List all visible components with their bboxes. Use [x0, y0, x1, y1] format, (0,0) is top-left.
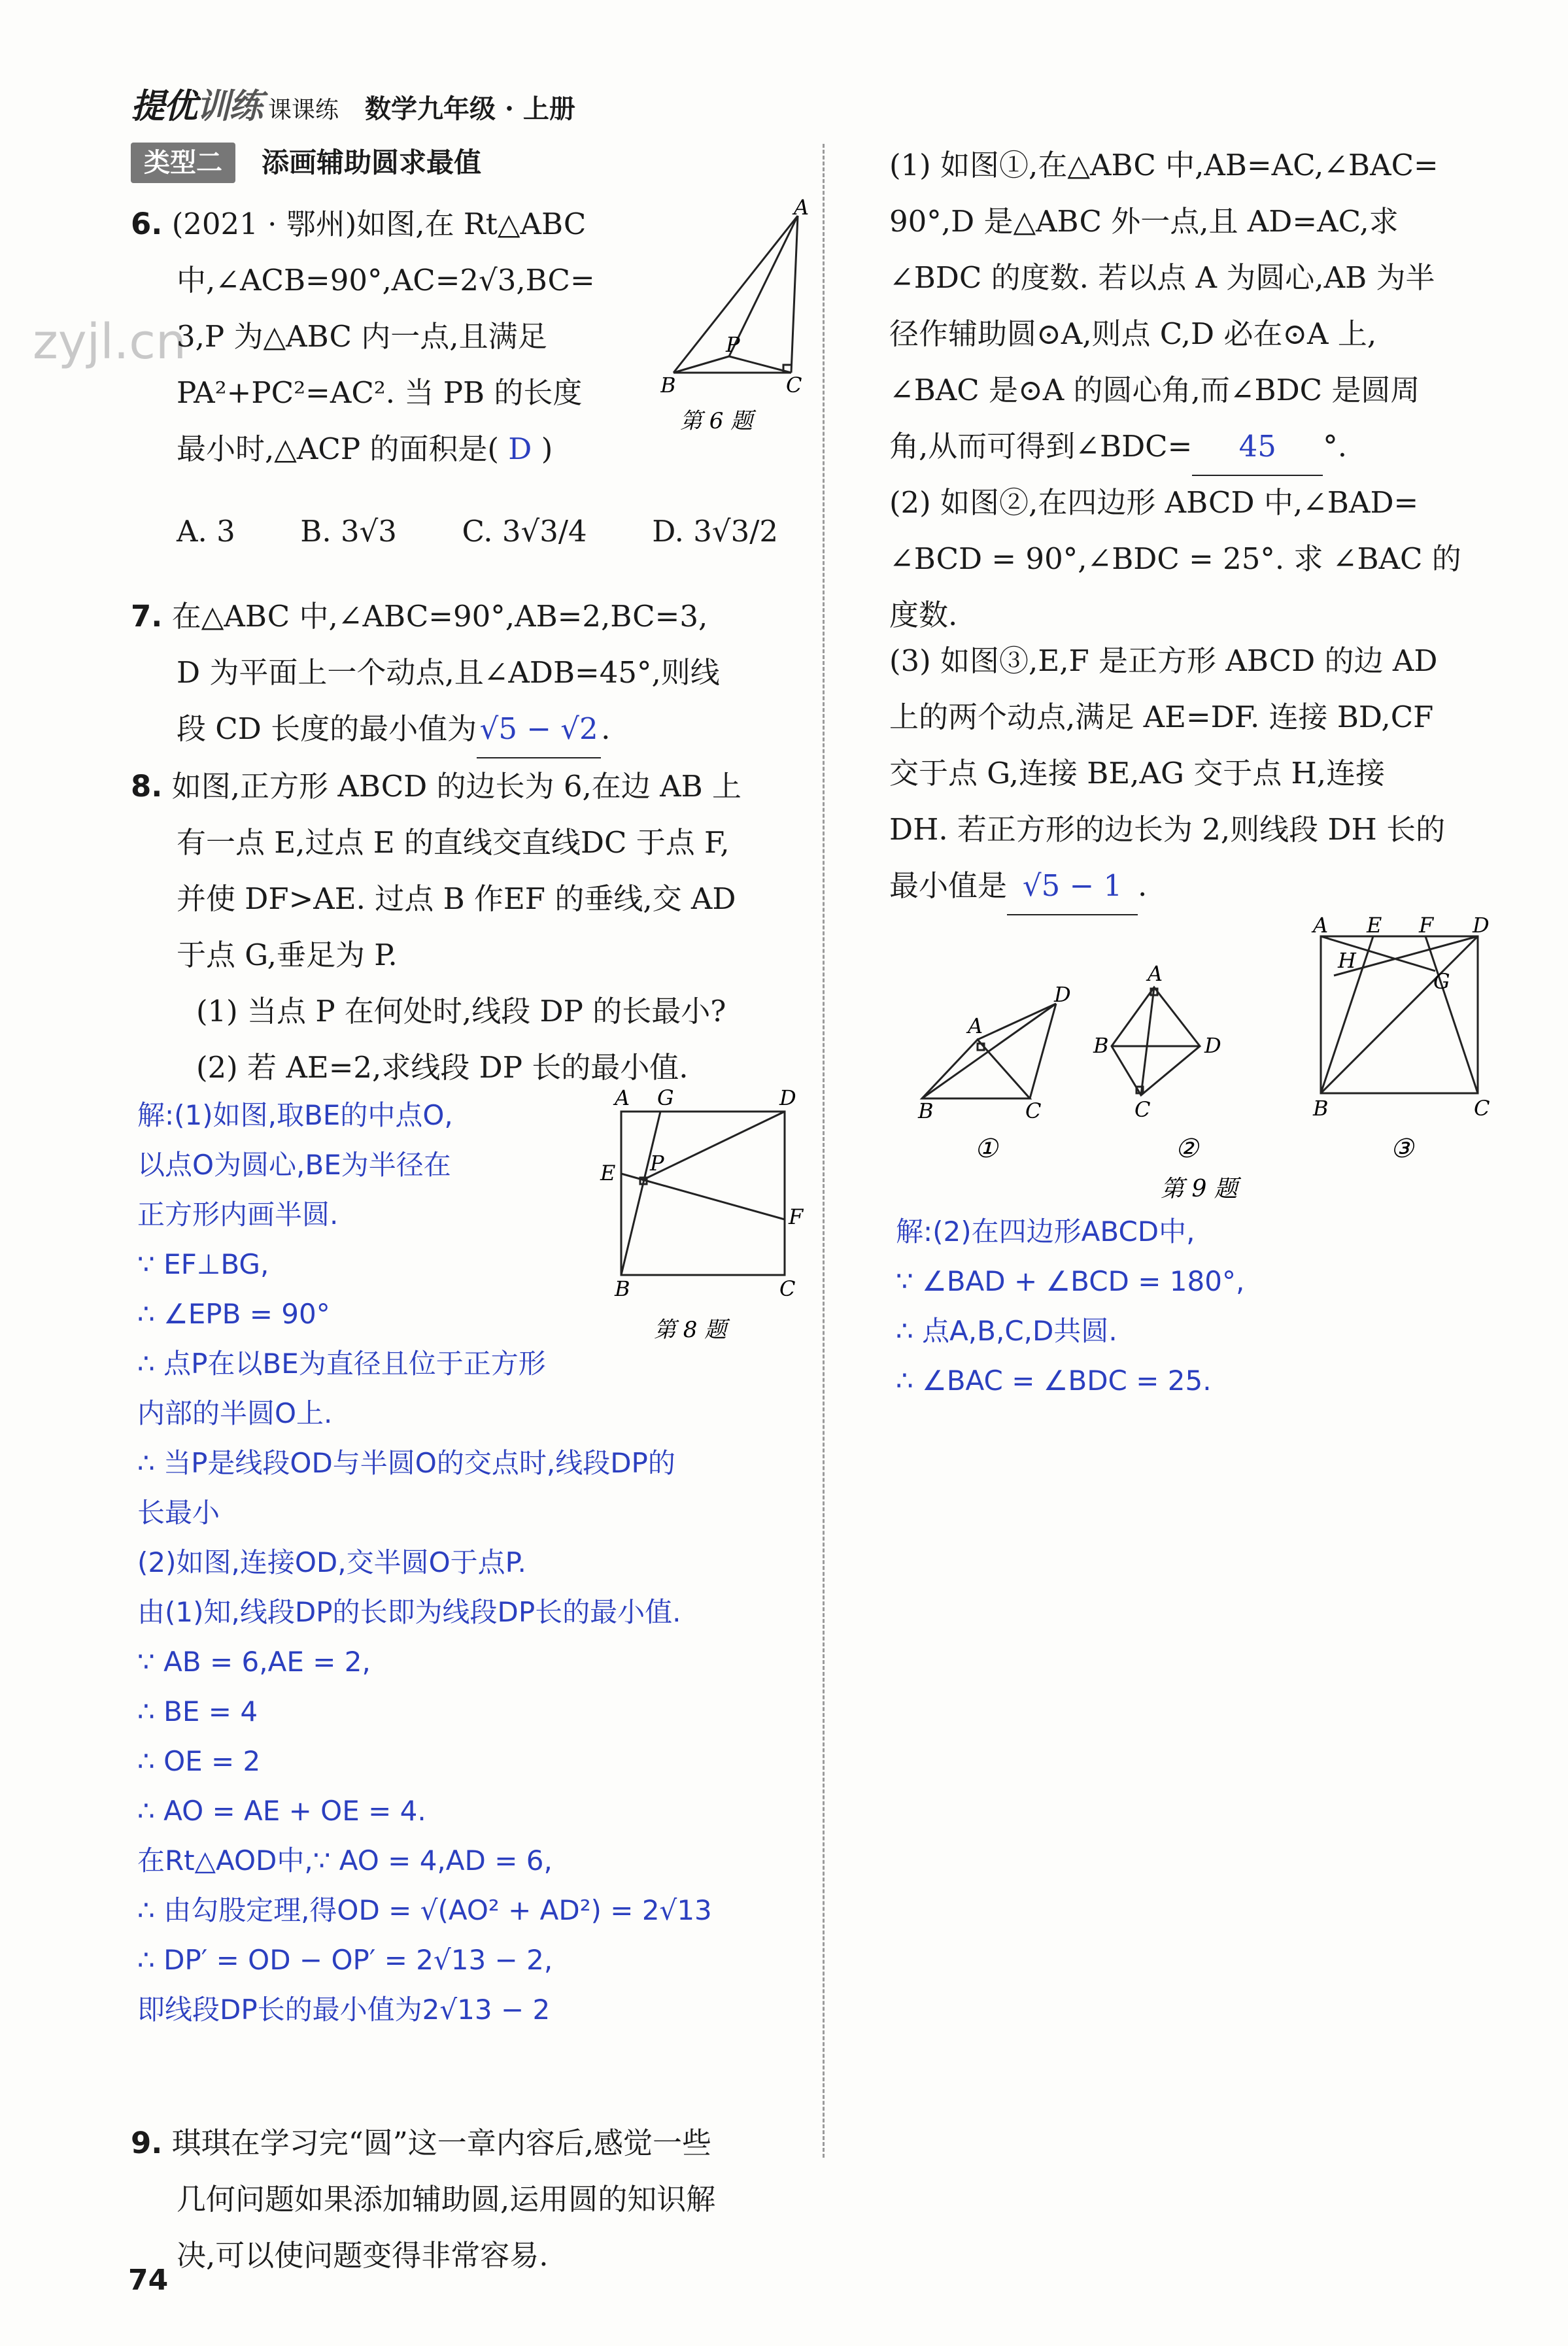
solution-line: ∴ DP′ = OD − OP′ = 2√13 − 2,: [137, 1944, 553, 1976]
fig8-label-g: G: [657, 1085, 674, 1110]
q9-line: 几何问题如果添加辅助圆,运用圆的知识解: [177, 2182, 716, 2217]
q9-line: 琪琪在学习完“圆”这一章内容后,感觉一些: [171, 2126, 712, 2160]
q8-sub2: (2) 若 AE=2,求线段 DP 长的最小值.: [196, 1050, 689, 1085]
header-sub: 课课练: [268, 97, 339, 124]
fig9-num-1: ①: [974, 1134, 998, 1164]
header-title: 数学九年级 · 上册: [365, 94, 575, 124]
column-divider: [823, 144, 825, 2158]
brand-logo: 提优训练: [131, 87, 262, 126]
fig9-num-2: ②: [1175, 1134, 1199, 1164]
solution-line: ∴ AO = AE + OE = 4.: [137, 1795, 426, 1827]
q9p1-line: 径作辅助圆⊙A,则点 C,D 必在⊙A 上,: [889, 316, 1377, 351]
q9p3-line: 最小值是: [889, 868, 1008, 903]
solution-line: 长最小: [137, 1497, 220, 1529]
q8-line: 并使 DF>AE. 过点 B 作EF 的垂线,交 AD: [177, 881, 736, 916]
question-7: [131, 588, 817, 758]
solution-line: ∵ AB = 6,AE = 2,: [137, 1646, 371, 1678]
solution-line: ∴ ∠BAC = ∠BDC = 25.: [896, 1365, 1212, 1397]
q9p3-line: (3) 如图③,E,F 是正方形 ABCD 的边 AD: [889, 643, 1438, 678]
fig9-2-label-b: B: [1093, 1033, 1109, 1058]
choice-b: B. 3√3: [300, 514, 397, 549]
fig9-1-label-d: D: [1054, 982, 1071, 1007]
fig9-3-label-h: H: [1338, 948, 1356, 973]
fig6-caption: 第 6 题: [680, 408, 753, 434]
question-number: 7.: [131, 599, 163, 634]
q8-line: 如图,正方形 ABCD 的边长为 6,在边 AB 上: [171, 769, 741, 804]
solution-line: 由(1)知,线段DP的长即为线段DP长的最小值.: [137, 1596, 681, 1628]
q8-line: 于点 G,垂足为 P.: [177, 938, 398, 972]
question-9: [131, 2115, 817, 2284]
q8-line: 有一点 E,过点 E 的直线交直线DC 于点 F,: [177, 825, 730, 860]
fig9-2-label-d: D: [1204, 1033, 1221, 1058]
question-number: 8.: [131, 769, 163, 804]
q9p3-line: 交于点 G,连接 BE,AG 交于点 H,连接: [889, 756, 1386, 790]
q7-suffix: .: [601, 711, 611, 746]
q6-answer: D: [508, 432, 532, 466]
question-number: 6.: [131, 207, 163, 241]
choice-d: D. 3√3/2: [652, 514, 778, 549]
figure-6: [660, 196, 817, 445]
solution-line: ∴ 当P是线段OD与半圆O的交点时,线段DP的: [137, 1447, 675, 1479]
question-6: [131, 196, 654, 477]
q9p2-line: 度数.: [889, 598, 958, 632]
fig9-1-label-c: C: [1025, 1098, 1042, 1123]
fig9-diagram-2: [1112, 987, 1200, 1095]
q9p3-suffix: .: [1138, 868, 1148, 903]
solution-line: ∴ 由勾股定理,得OD = √(AO² + AD²) = 2√13: [137, 1894, 712, 1926]
q6-line: (2021 · 鄂州)如图,在 Rt△ABC: [171, 207, 587, 241]
q9-part3: [889, 633, 1517, 915]
solution-line: ∴ OE = 2: [137, 1745, 261, 1777]
q8-sub1: (1) 当点 P 在何处时,线段 DP 的长最小?: [196, 994, 726, 1028]
solution-line: 解:(1)如图,取BE的中点O,: [137, 1099, 453, 1131]
q7-answer: √5 − √2: [477, 701, 601, 758]
q9p1-line: (1) 如图①,在△ABC 中,AB=AC,∠BAC=: [889, 148, 1439, 182]
section-title: 添画辅助圆求最值: [262, 146, 482, 178]
q9p1-line: ∠BAC 是⊙A 的圆心角,而∠BDC 是圆周: [889, 373, 1420, 407]
solution-line: ∵ ∠BAD + ∠BCD = 180°,: [896, 1265, 1245, 1297]
fig9-3-label-c: C: [1474, 1096, 1490, 1121]
fig9-3-label-e: E: [1367, 915, 1382, 938]
q9-part2: [889, 475, 1517, 643]
fig8-label-c: C: [779, 1276, 796, 1301]
fig8-label-f: F: [789, 1204, 804, 1229]
fig8-label-b: B: [615, 1276, 630, 1301]
q6-line: 中,∠ACB=90°,AC=2√3,BC=: [177, 263, 595, 298]
q7-line: 段 CD 长度的最小值为: [177, 711, 477, 746]
solution-line: 即线段DP长的最小值为2√13 − 2: [137, 1994, 551, 2026]
solution-line: ∴ 点P在以BE为直径且位于正方形: [137, 1348, 546, 1380]
fig6-label-p: P: [726, 332, 740, 357]
solution-line: 解:(2)在四边形ABCD中,: [896, 1216, 1195, 1248]
fig6-label-b: B: [660, 373, 676, 398]
fig9-caption: 第 9 题: [1161, 1176, 1238, 1202]
page-header: [131, 78, 575, 128]
fig9-3-label-d: D: [1473, 915, 1490, 938]
solution-line: (2)如图,连接OD,交半圆O于点P.: [137, 1546, 526, 1578]
fig9-diagram-1: [922, 1004, 1056, 1098]
q9p1-suffix: °.: [1323, 429, 1348, 464]
figure-9: [902, 915, 1504, 1203]
fig9-1-label-a: A: [968, 1013, 983, 1038]
q6-line: 最小时,△ACP 的面积是(: [177, 432, 499, 466]
q6-line: 3,P 为△ABC 内一点,且满足: [177, 319, 547, 354]
q6-choices: [177, 503, 778, 560]
fig6-label-a: A: [794, 196, 810, 220]
solution-line: ∵ EF⊥BG,: [137, 1248, 269, 1280]
watermark: zyjl.cn: [33, 314, 186, 370]
q9p1-answer: 45: [1192, 418, 1323, 476]
q9p1-line: 90°,D 是△ABC 外一点,且 AD=AC,求: [889, 204, 1399, 239]
page-number: 74: [128, 2264, 169, 2297]
q6-line: PA²+PC²=AC². 当 PB 的长度: [177, 375, 583, 410]
solution-line: 内部的半圆O上.: [137, 1397, 333, 1429]
fig9-3-label-f: F: [1419, 915, 1434, 938]
fig9-3-label-a: A: [1313, 915, 1329, 938]
fig9-num-3: ③: [1390, 1134, 1414, 1164]
figure-8: [588, 1085, 811, 1347]
fig9-3-label-g: G: [1433, 969, 1450, 994]
question-number: 9.: [131, 2126, 163, 2160]
q9p3-line: DH. 若正方形的边长为 2,则线段 DH 长的: [889, 812, 1446, 847]
solution-line: ∴ BE = 4: [137, 1695, 258, 1727]
q9-line: 决,可以使问题变得非常容易.: [177, 2238, 549, 2273]
fig8-label-p: P: [650, 1151, 664, 1176]
fig9-3-label-b: B: [1313, 1096, 1329, 1121]
q6-paren: ): [541, 432, 553, 466]
solution-line: 在Rt△AOD中,∵ AO = 4,AD = 6,: [137, 1844, 553, 1877]
solution-line: ∴ 点A,B,C,D共圆.: [896, 1315, 1117, 1347]
fig8-label-a: A: [615, 1085, 630, 1110]
section-label: 类型二: [131, 143, 235, 183]
fig8-label-d: D: [779, 1085, 796, 1110]
q9p1-line: ∠BDC 的度数. 若以点 A 为圆心,AB 为半: [889, 260, 1435, 295]
choice-c: C. 3√3/4: [462, 514, 587, 549]
q9p1-line: 角,从而可得到∠BDC=: [889, 429, 1193, 464]
fig9-2-label-c: C: [1134, 1097, 1151, 1122]
solution-line: 以点O为圆心,BE为半径在: [137, 1149, 451, 1181]
q9-part1: [889, 137, 1517, 476]
fig9-2-label-a: A: [1148, 961, 1163, 986]
q9-solution: [896, 1207, 1524, 1406]
fig8-label-e: E: [600, 1161, 616, 1185]
fig9-1-label-b: B: [918, 1098, 934, 1123]
fig6-label-c: C: [786, 373, 802, 398]
fig8-caption: 第 8 题: [654, 1317, 727, 1343]
q7-line: D 为平面上一个动点,且∠ADB=45°,则线: [177, 655, 720, 690]
q9p2-line: (2) 如图②,在四边形 ABCD 中,∠BAD=: [889, 485, 1419, 520]
q7-line: 在△ABC 中,∠ABC=90°,AB=2,BC=3,: [171, 599, 708, 634]
solution-line: ∴ ∠EPB = 90°: [137, 1298, 330, 1330]
solution-line: 正方形内画半圆.: [137, 1198, 339, 1231]
choice-a: A. 3: [177, 514, 235, 549]
q9p3-line: 上的两个动点,满足 AE=DF. 连接 BD,CF: [889, 700, 1434, 734]
question-8: [131, 758, 817, 1096]
q9p3-answer: √5 − 1: [1007, 858, 1138, 915]
q9p2-line: ∠BCD = 90°,∠BDC = 25°. 求 ∠BAC 的: [889, 541, 1461, 576]
